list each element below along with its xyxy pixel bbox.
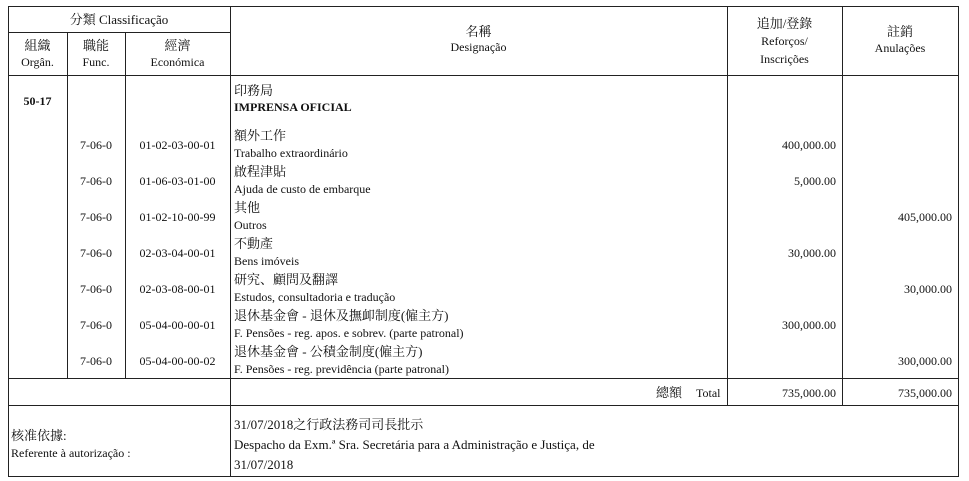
header-organic-zh: 組織	[24, 38, 51, 53]
header-reinforcements-pt2: Inscrições	[760, 52, 809, 66]
row-name-zh: 研究、顧問及翻譯	[234, 272, 339, 287]
header-economic-pt: Económica	[150, 55, 205, 69]
total-label-pt: Total	[696, 386, 721, 400]
row-name-zh: 不動產	[234, 236, 274, 251]
authorization-line-2: Despacho da Exm.ª Sra. Secretária para a Administração e Justiça, de	[234, 437, 595, 452]
row-func-code: 7-06-0	[80, 354, 112, 368]
total-annulment: 735,000.00	[898, 386, 952, 400]
row-func-code: 7-06-0	[80, 138, 112, 152]
row-name-pt: Estudos, consultadoria e tradução	[234, 290, 396, 304]
row-reinforcement: 300,000.00	[782, 318, 836, 332]
row-annulment: 300,000.00	[898, 354, 952, 368]
header-functional-zh: 職能	[82, 38, 109, 53]
authorization-line-1: 31/07/2018之行政法務司司長批示	[234, 417, 424, 432]
entity-name-pt: IMPRENSA OFICIAL	[234, 100, 352, 114]
authorization-line-3: 31/07/2018	[234, 457, 294, 472]
authorization-label-zh: 核准依據:	[11, 428, 67, 443]
total-label-zh: 總額	[656, 385, 683, 400]
row-annulment: 405,000.00	[898, 210, 952, 224]
row-reinforcement: 400,000.00	[782, 138, 836, 152]
row-econ-code: 01-06-03-01-00	[139, 174, 216, 188]
header-functional-pt: Func.	[82, 55, 110, 69]
row-annulment: 30,000.00	[904, 282, 952, 296]
row-name-zh: 退休基金會 - 退休及撫卹制度(僱主方)	[234, 308, 449, 323]
row-name-zh: 啟程津貼	[234, 164, 287, 179]
header-classification: 分類 Classificação	[69, 12, 169, 27]
row-econ-code: 02-03-04-00-01	[139, 246, 216, 260]
header-reinforcements-zh: 追加/登錄	[756, 16, 813, 31]
row-func-code: 7-06-0	[80, 318, 112, 332]
row-name-pt: Ajuda de custo de embarque	[234, 182, 371, 196]
org-code: 50-17	[23, 94, 52, 108]
authorization-label-pt: Referente à autorização :	[11, 446, 131, 460]
row-reinforcement: 30,000.00	[788, 246, 836, 260]
row-econ-code: 01-02-10-00-99	[139, 210, 216, 224]
row-econ-code: 05-04-00-00-01	[139, 318, 216, 332]
header-reinforcements-pt1: Reforços/	[761, 34, 808, 48]
total-reinforcement: 735,000.00	[782, 386, 836, 400]
row-econ-code: 05-04-00-00-02	[139, 354, 216, 368]
header-annulments-pt: Anulações	[874, 41, 926, 55]
header-organic-pt: Orgân.	[21, 55, 54, 69]
header-designation-pt: Designação	[450, 40, 507, 54]
row-name-pt: F. Pensões - reg. apos. e sobrev. (parte patronal)	[234, 326, 464, 340]
row-econ-code: 01-02-03-00-01	[139, 138, 216, 152]
row-reinforcement: 5,000.00	[794, 174, 836, 188]
row-func-code: 7-06-0	[80, 246, 112, 260]
row-name-pt: Trabalho extraordinário	[234, 146, 348, 160]
row-name-zh: 其他	[234, 200, 261, 215]
row-name-zh: 額外工作	[234, 128, 287, 143]
row-func-code: 7-06-0	[80, 282, 112, 296]
row-econ-code: 02-03-08-00-01	[139, 282, 216, 296]
header-economic-zh: 經濟	[164, 38, 191, 53]
header-annulments-zh: 註銷	[886, 24, 913, 39]
row-name-pt: F. Pensões - reg. previdência (parte patronal)	[234, 362, 449, 376]
entity-name-zh: 印務局	[234, 83, 274, 98]
header-designation-zh: 名稱	[465, 24, 492, 39]
row-func-code: 7-06-0	[80, 174, 112, 188]
row-name-pt: Outros	[234, 218, 267, 232]
row-name-pt: Bens imóveis	[234, 254, 299, 268]
row-func-code: 7-06-0	[80, 210, 112, 224]
row-name-zh: 退休基金會 - 公積金制度(僱主方)	[234, 344, 423, 359]
